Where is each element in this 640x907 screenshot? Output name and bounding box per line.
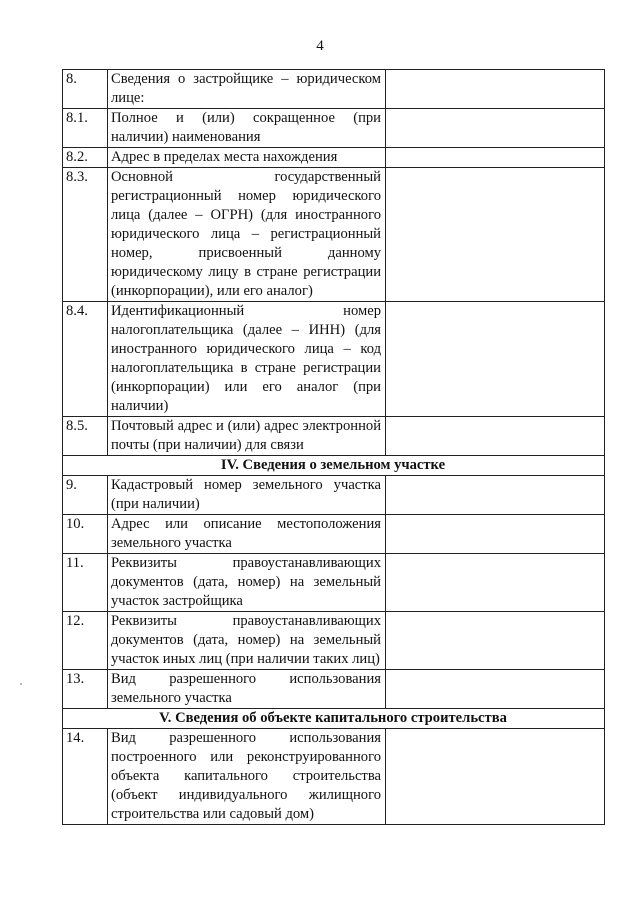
item-value-cell[interactable] <box>386 302 605 417</box>
section-heading-capital-construction: V. Сведения об объекте капитального строительства <box>63 709 605 729</box>
table-row <box>63 168 605 302</box>
table-row <box>63 417 605 456</box>
item-number: 11. <box>63 554 108 612</box>
item-value-cell[interactable] <box>386 729 605 825</box>
item-value-cell[interactable] <box>386 515 605 554</box>
item-description: Реквизиты правоустанавливающих документов (дата, номер) на земельный участок иных лиц (при наличии таких лиц) <box>108 612 386 670</box>
section-header-row <box>63 456 605 476</box>
item-number: 8.5. <box>63 417 108 456</box>
item-description: Реквизиты правоустанавливающих документов (дата, номер) на земельный участок застройщика <box>108 554 386 612</box>
table-row <box>63 148 605 168</box>
item-description: Полное и (или) сокращенное (при наличии) наименования <box>108 109 386 148</box>
notification-form-table <box>62 69 605 825</box>
item-value-cell[interactable] <box>386 417 605 456</box>
item-value-cell[interactable] <box>386 476 605 515</box>
table-row <box>63 515 605 554</box>
page-number: 4 <box>316 38 324 54</box>
item-number: 14. <box>63 729 108 825</box>
item-number: 10. <box>63 515 108 554</box>
item-description: Основной государственный регистрационный номер юридического лица (далее – ОГРН) (для иностранного юридического лица – регистрационный номер, присвоенный данному юридическому лицу в стране регистрации (инкорпорации), или его аналог) <box>108 168 386 302</box>
item-number: 8.2. <box>63 148 108 168</box>
section-header-row <box>63 709 605 729</box>
table-row <box>63 476 605 515</box>
item-value-cell[interactable] <box>386 554 605 612</box>
item-number: 8. <box>63 70 108 109</box>
item-description: Адрес в пределах места нахождения <box>108 148 386 168</box>
item-description: Кадастровый номер земельного участка (при наличии) <box>108 476 386 515</box>
item-description: Вид разрешенного использования построенного или реконструированного объекта капитального строительства (объект индивидуального жилищного строительства или садовый дом) <box>108 729 386 825</box>
table-row <box>63 670 605 709</box>
item-value-cell[interactable] <box>386 670 605 709</box>
item-value-cell[interactable] <box>386 109 605 148</box>
table-row <box>63 554 605 612</box>
table-row <box>63 70 605 109</box>
item-number: 9. <box>63 476 108 515</box>
item-number: 13. <box>63 670 108 709</box>
item-value-cell[interactable] <box>386 70 605 109</box>
scan-speck <box>20 683 22 685</box>
item-description: Идентификационный номер налогоплательщика (далее – ИНН) (для иностранного юридического лица – код налогоплательщика в стране регистрации (инкорпорации) или его аналог (при наличии) <box>108 302 386 417</box>
item-number: 8.3. <box>63 168 108 302</box>
item-number: 8.4. <box>63 302 108 417</box>
table-row <box>63 729 605 825</box>
section-heading-land-plot: IV. Сведения о земельном участке <box>63 456 605 476</box>
item-description: Вид разрешенного использования земельного участка <box>108 670 386 709</box>
table-row <box>63 302 605 417</box>
item-description: Сведения о застройщике – юридическом лице: <box>108 70 386 109</box>
form-table-body <box>63 70 605 825</box>
item-description: Почтовый адрес и (или) адрес электронной почты (при наличии) для связи <box>108 417 386 456</box>
item-number: 12. <box>63 612 108 670</box>
item-value-cell[interactable] <box>386 168 605 302</box>
item-value-cell[interactable] <box>386 612 605 670</box>
table-row <box>63 612 605 670</box>
table-row <box>63 109 605 148</box>
item-number: 8.1. <box>63 109 108 148</box>
item-description: Адрес или описание местоположения земельного участка <box>108 515 386 554</box>
item-value-cell[interactable] <box>386 148 605 168</box>
